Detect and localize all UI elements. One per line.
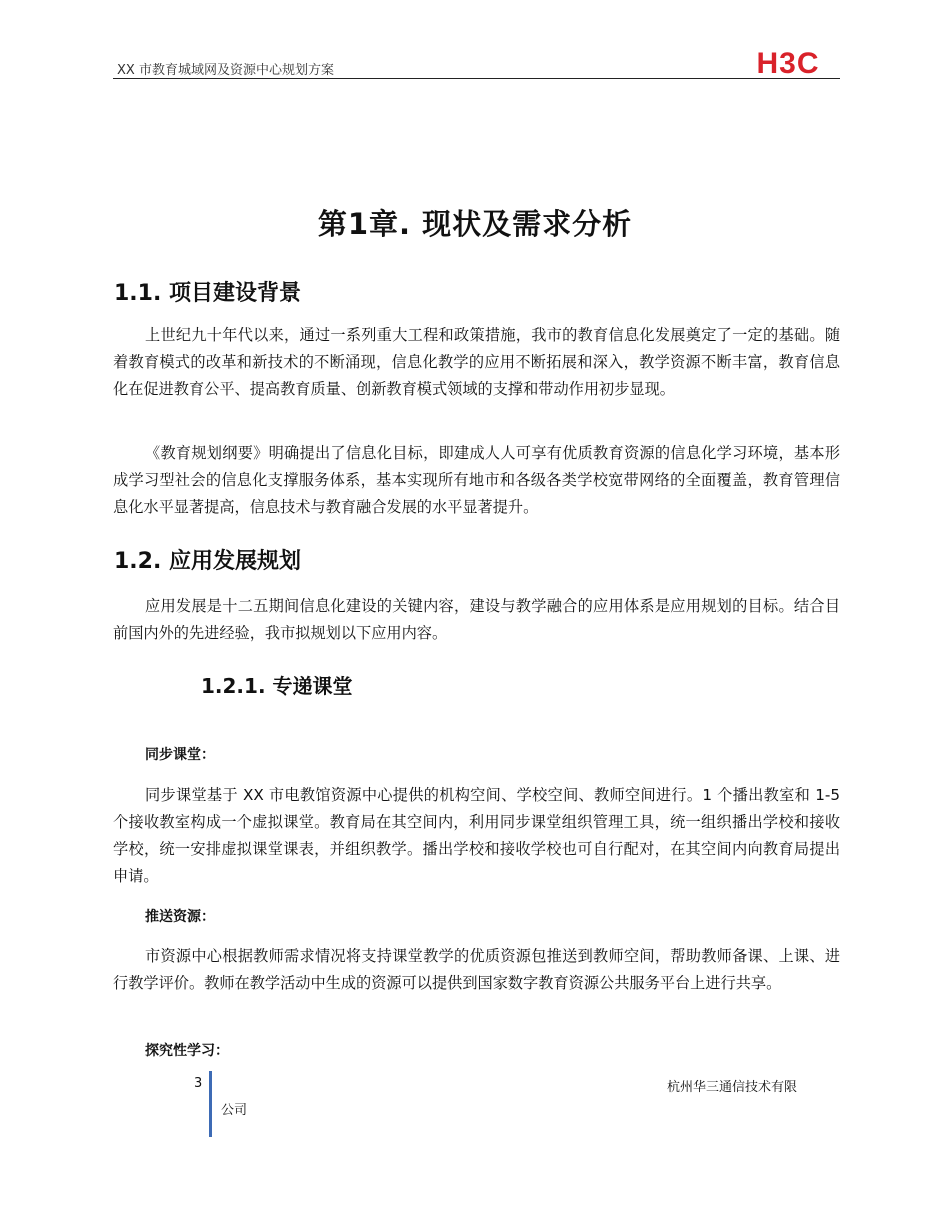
section-heading-1-2: 1.2. 应用发展规划 [114, 549, 301, 574]
footer-company-continued: 公司 [221, 1103, 248, 1118]
paragraph: 上世纪九十年代以来，通过一系列重大工程和政策措施，我市的教育信息化发展奠定了一定的基础。随着教育模式的改革和新技术的不断涌现，信息化教学的应用不断拓展和深入，教学资源不断丰富，教育信息化在促进教育公平、提高教育质量、创新教育模式领域的支撑和带动作用初步显现。 [113, 326, 840, 398]
subheading: 探究性学习： [145, 1043, 229, 1059]
h3c-logo [738, 48, 838, 76]
subheading: 同步课堂： [145, 747, 215, 763]
section-heading-1-2-1: 1.2.1. 专递课堂 [201, 674, 353, 698]
paragraph: 应用发展是十二五期间信息化建设的关键内容，建设与教学融合的应用体系是应用规划的目标。结合目前国内外的先进经验，我市拟规划以下应用内容。 [113, 597, 840, 642]
paragraph: 同步课堂基于 XX 市电教馆资源中心提供的机构空间、学校空间、教师空间进行。1 个播出教室和 1-5 个接收教室构成一个虚拟课堂。教育局在其空间内，利用同步课堂组织管理工具，统一组织播出学校和接收学校，统一安排虚拟课堂课表，并组织教学。播出学校和接收学校也可自行配对，在其空间内向教育局提出申请。 [113, 786, 840, 885]
page-header [113, 44, 840, 79]
section-heading-1-1: 1.1. 项目建设背景 [114, 281, 301, 306]
subheading: 推送资源： [145, 909, 215, 925]
chapter-title: 第1章. 现状及需求分析 [317, 207, 633, 241]
page-number: 3 [194, 1076, 203, 1091]
footer-company: 杭州华三通信技术有限 [667, 1080, 798, 1095]
svg-text:H3C: H3C [756, 48, 820, 76]
document-title: XX 市教育城域网及资源中心规划方案 [117, 63, 334, 78]
paragraph: 《教育规划纲要》明确提出了信息化目标，即建成人人可享有优质教育资源的信息化学习环境，基本形成学习型社会的信息化支撑服务体系，基本实现所有地市和各级各类学校宽带网络的全面覆盖，教育管理信息化水平显著提高，信息技术与教育融合发展的水平显著提升。 [113, 444, 840, 516]
footer-divider [209, 1071, 212, 1137]
paragraph: 市资源中心根据教师需求情况将支持课堂教学的优质资源包推送到教师空间，帮助教师备课、上课、进行教学评价。教师在教学活动中生成的资源可以提供到国家数字教育资源公共服务平台上进行共享。 [113, 947, 840, 992]
